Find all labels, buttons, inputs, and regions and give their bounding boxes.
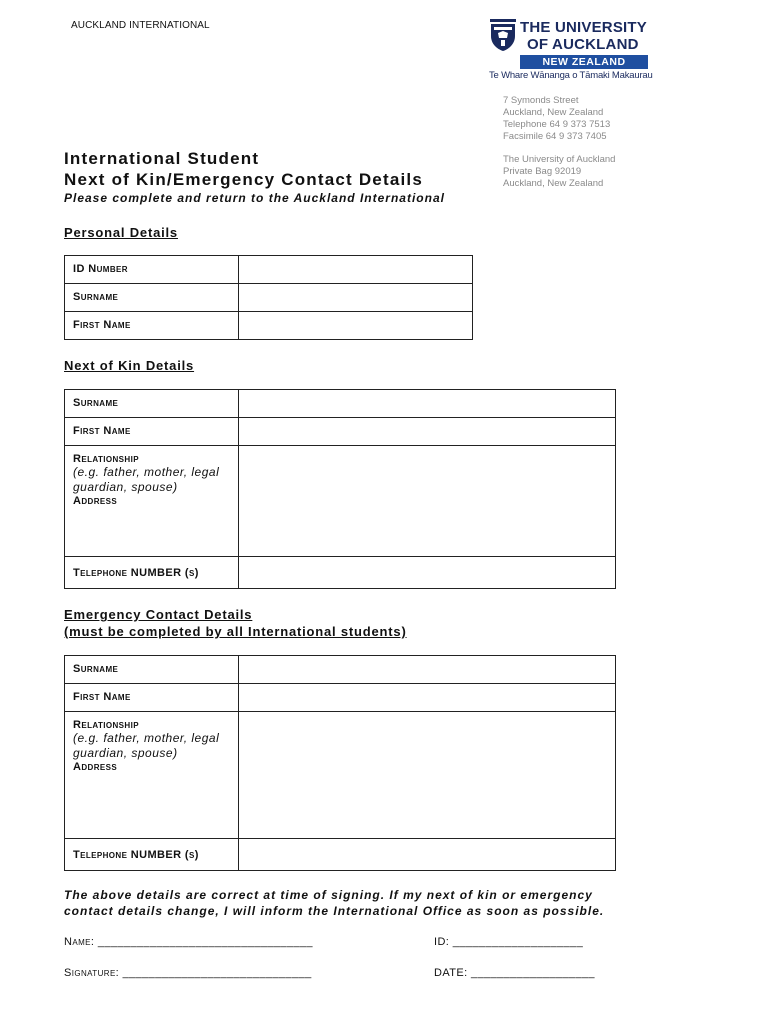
university-logo	[489, 18, 653, 82]
instruction-text: Please complete and return to the Auckland International	[64, 191, 445, 205]
first-name-label: First Name	[65, 312, 239, 340]
kin-surname-label: Surname	[65, 390, 239, 418]
title-line-2: Next of Kin/Emergency Contact Details	[64, 170, 423, 189]
kin-relationship-address-label	[65, 446, 239, 557]
first-name-field[interactable]	[239, 312, 473, 340]
personal-details-heading: Personal Details	[64, 225, 178, 240]
date-label: DATE:	[434, 967, 468, 979]
signature-blank: _____________________________	[122, 967, 312, 979]
address-line: Private Bag 92019	[503, 166, 582, 177]
emergency-relationship-address-label	[65, 712, 239, 839]
kin-first-name-label: First Name	[65, 418, 239, 446]
next-of-kin-heading: Next of Kin Details	[64, 358, 195, 373]
emergency-telephone-field[interactable]	[239, 839, 616, 871]
table-row	[65, 557, 616, 589]
kin-relationship-address-field[interactable]	[239, 446, 616, 557]
declaration-text	[64, 887, 604, 919]
address-line: Telephone 64 9 373 7513	[503, 119, 611, 130]
university-crest-icon	[489, 18, 517, 52]
table-row	[65, 256, 473, 284]
table-row	[65, 712, 616, 839]
kin-surname-field[interactable]	[239, 390, 616, 418]
address-line: The University of Auckland	[503, 154, 616, 165]
personal-details-table	[64, 255, 473, 340]
emergency-contact-heading	[64, 606, 407, 640]
date-blank: ___________________	[471, 967, 595, 979]
id-label: ID:	[434, 936, 450, 948]
kin-address-label: Address	[73, 495, 118, 507]
emergency-surname-label: Surname	[65, 656, 239, 684]
page-title	[64, 148, 423, 190]
kin-telephone-field[interactable]	[239, 557, 616, 589]
address-line: Auckland, New Zealand	[503, 178, 604, 189]
emergency-relationship-example: (e.g. father, mother, legal guardian, spouse)	[73, 731, 220, 760]
table-row	[65, 684, 616, 712]
surname-field[interactable]	[239, 284, 473, 312]
logo-line-2: OF AUCKLAND	[527, 36, 639, 53]
emergency-contact-table	[64, 655, 616, 871]
logo-maori-name: Te Whare Wānanga o Tāmaki Makaurau	[489, 70, 653, 81]
kin-first-name-field[interactable]	[239, 418, 616, 446]
emergency-first-name-label: First Name	[65, 684, 239, 712]
emergency-heading-line-2: (must be completed by all International students)	[64, 624, 407, 639]
name-blank: _________________________________	[97, 936, 313, 948]
address-line: Auckland, New Zealand	[503, 107, 604, 118]
name-label: Name:	[64, 936, 95, 948]
declaration-line-2: contact details change, I will inform the International Office as soon as possible.	[64, 904, 605, 918]
table-row	[65, 446, 616, 557]
logo-line-1: THE UNIVERSITY	[520, 19, 647, 36]
date-line[interactable]	[434, 967, 595, 979]
table-row	[65, 284, 473, 312]
signature-label: Signature:	[64, 967, 120, 979]
id-line[interactable]	[434, 936, 583, 948]
table-row	[65, 418, 616, 446]
id-number-field[interactable]	[239, 256, 473, 284]
kin-relationship-label: Relationship	[73, 453, 139, 465]
street-address	[503, 95, 610, 143]
title-line-1: International Student	[64, 149, 260, 168]
kin-relationship-example: (e.g. father, mother, legal guardian, spouse)	[73, 465, 220, 494]
declaration-line-1: The above details are correct at time of signing. If my next of kin or emergency	[64, 888, 593, 902]
signature-line[interactable]	[64, 967, 312, 979]
table-row	[65, 312, 473, 340]
emergency-surname-field[interactable]	[239, 656, 616, 684]
id-blank: ____________________	[452, 936, 584, 948]
table-row	[65, 390, 616, 418]
surname-label: Surname	[65, 284, 239, 312]
emergency-first-name-field[interactable]	[239, 684, 616, 712]
postal-address	[503, 154, 615, 190]
table-row	[65, 839, 616, 871]
kin-telephone-label: Telephone NUMBER (s)	[65, 557, 239, 589]
logo-country-bar: NEW ZEALAND	[520, 55, 648, 69]
emergency-relationship-label: Relationship	[73, 719, 139, 731]
emergency-relationship-address-field[interactable]	[239, 712, 616, 839]
emergency-telephone-label: Telephone NUMBER (s)	[65, 839, 239, 871]
address-line: 7 Symonds Street	[503, 95, 579, 106]
address-line: Facsimile 64 9 373 7405	[503, 131, 607, 142]
organisation-name: AUCKLAND INTERNATIONAL	[71, 20, 210, 31]
emergency-address-label: Address	[73, 761, 118, 773]
id-number-label: ID Number	[65, 256, 239, 284]
name-line[interactable]	[64, 936, 313, 948]
emergency-heading-line-1: Emergency Contact Details	[64, 607, 253, 622]
table-row	[65, 656, 616, 684]
next-of-kin-table	[64, 389, 616, 589]
